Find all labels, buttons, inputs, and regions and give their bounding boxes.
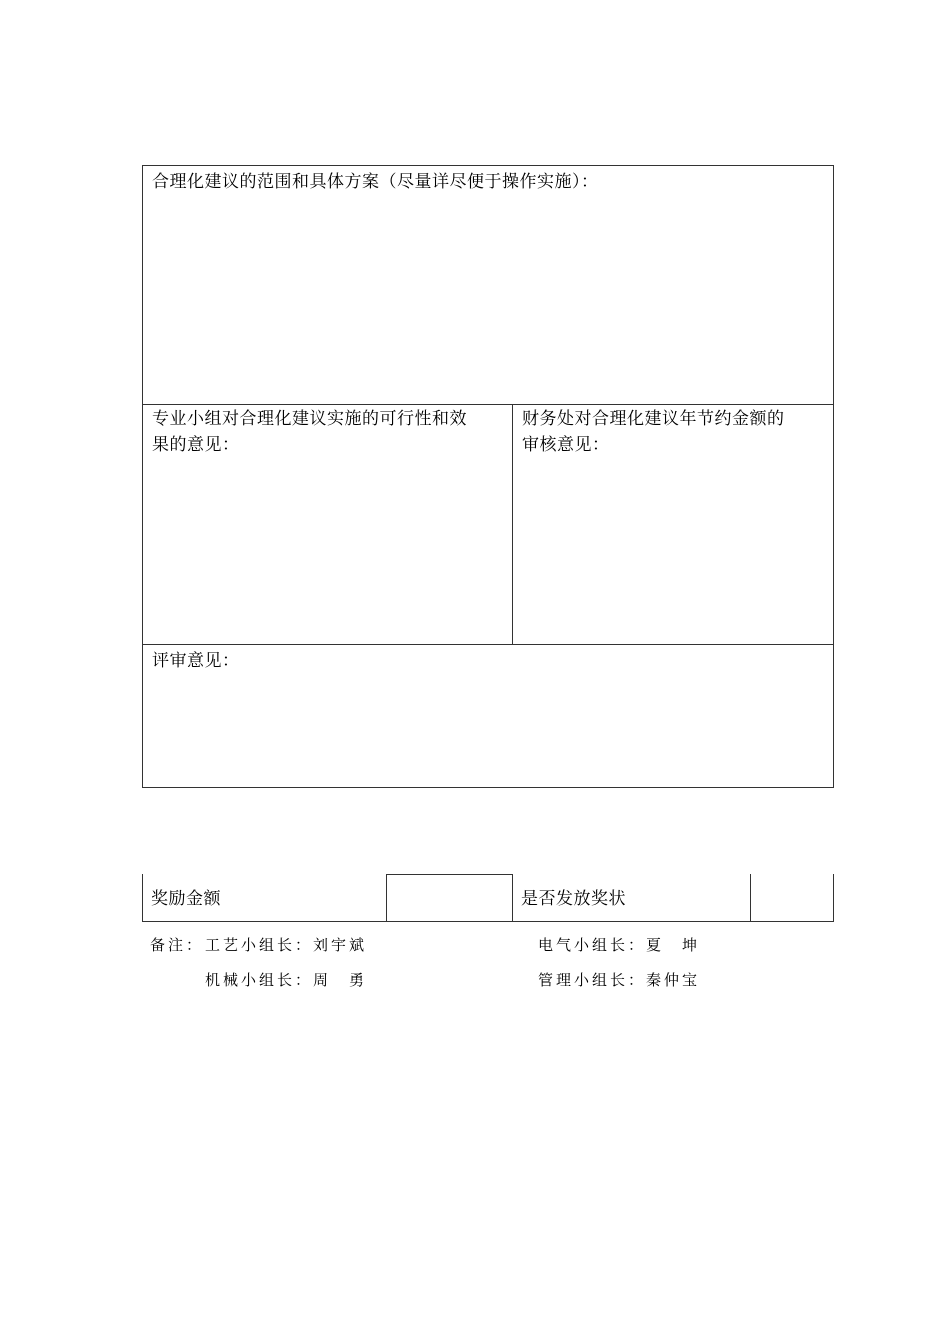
review-label: 评审意见： (152, 651, 240, 671)
craft-leader-note: 工艺小组长：刘宇斌 (205, 936, 368, 954)
group-opinion-label-line1: 专业小组对合理化建议实施的可行性和效 (152, 409, 467, 429)
reward-amount-value[interactable] (392, 886, 506, 912)
row-divider-1 (143, 404, 833, 405)
electric-leader-note: 电气小组长：夏 坤 (538, 936, 701, 954)
reward-divider-3 (750, 874, 751, 922)
reward-left-edge (142, 874, 143, 922)
reward-divider-1 (386, 874, 387, 922)
management-leader-note: 管理小组长：秦仲宝 (538, 971, 701, 989)
reward-right-edge (833, 874, 834, 922)
amount-value-top-border (386, 874, 512, 875)
reward-table (142, 874, 834, 922)
mechanical-leader-note: 机械小组长：周 勇 (205, 971, 368, 989)
reward-amount-label: 奖励金额 (151, 889, 221, 909)
notes-prefix: 备注： (150, 936, 205, 954)
certificate-label: 是否发放奖状 (521, 889, 626, 909)
certificate-value[interactable] (756, 886, 828, 912)
reward-divider-2 (512, 874, 513, 922)
suggestion-form-table (142, 165, 834, 788)
column-divider (512, 404, 513, 644)
row-divider-2 (143, 644, 833, 645)
scope-cell-label: 合理化建议的范围和具体方案（尽量详尽便于操作实施）： (152, 172, 599, 192)
group-opinion-label-line2: 果的意见： (152, 435, 240, 455)
finance-opinion-label-line1: 财务处对合理化建议年节约金额的 (522, 409, 785, 429)
finance-opinion-label-line2: 审核意见： (522, 435, 610, 455)
